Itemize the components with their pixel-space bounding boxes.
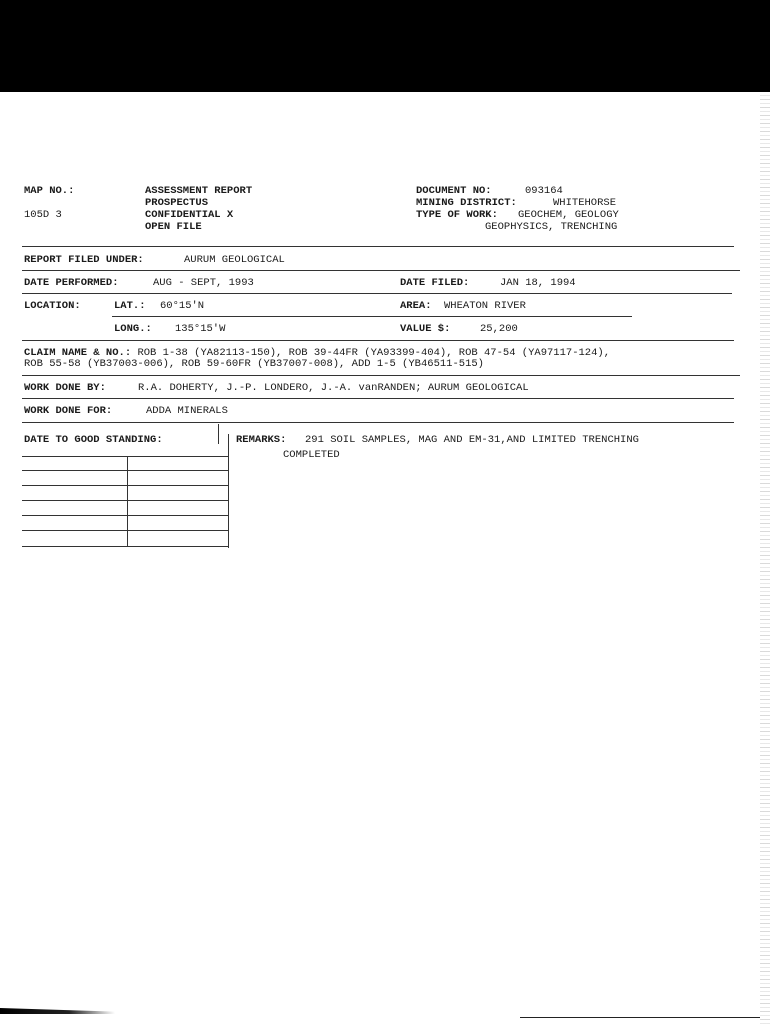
rule	[22, 375, 740, 376]
table-row-line	[22, 456, 228, 457]
work-done-for-value: ADDA MINERALS	[146, 405, 228, 417]
report-type-assessment: ASSESSMENT REPORT	[145, 185, 253, 197]
lat-value: 60°15'N	[160, 300, 205, 312]
long-value: 135°15'W	[175, 323, 226, 335]
document-no-value: 093164	[525, 185, 563, 197]
rule	[22, 422, 734, 423]
table-row-line	[22, 500, 228, 501]
report-type-confidential: CONFIDENTIAL X	[145, 209, 234, 221]
map-no-value: 105D 3	[24, 209, 62, 221]
report-filed-under-value: AURUM GEOLOGICAL	[184, 254, 285, 266]
table-row-line	[22, 515, 228, 516]
table-row-line	[22, 485, 228, 486]
area-value: WHEATON RIVER	[444, 300, 526, 312]
date-performed-value: AUG - SEPT, 1993	[153, 277, 254, 289]
value-dollars-label: VALUE $:	[400, 323, 451, 335]
rule	[22, 340, 734, 341]
claim-value-line-2: ROB 55-58 (YB37003-006), ROB 59-60FR (YB37007-008), ADD 1-5 (YB46511-515)	[24, 358, 484, 370]
remarks-label: REMARKS:	[236, 434, 287, 446]
rule	[22, 398, 734, 399]
table-column-line	[127, 456, 128, 546]
type-of-work-label: TYPE OF WORK:	[416, 209, 498, 221]
report-filed-under-label: REPORT FILED UNDER:	[24, 254, 144, 266]
rule	[22, 270, 740, 271]
table-row-line	[22, 546, 228, 547]
table-row-line	[22, 470, 228, 471]
lat-label: LAT.:	[114, 300, 146, 312]
date-filed-label: DATE FILED:	[400, 277, 470, 289]
long-label: LONG.:	[114, 323, 152, 335]
work-done-for-label: WORK DONE FOR:	[24, 405, 113, 417]
type-of-work-value-2: GEOPHYSICS, TRENCHING	[485, 221, 618, 233]
document-no-label: DOCUMENT NO:	[416, 185, 492, 197]
mining-district-label: MINING DISTRICT:	[416, 197, 517, 209]
work-done-by-label: WORK DONE BY:	[24, 382, 106, 394]
column-divider	[228, 434, 229, 548]
area-label: AREA:	[400, 300, 432, 312]
scan-artifact-bottom-right	[520, 1017, 760, 1018]
claim-value-line-1: ROB 1-38 (YA82113-150), ROB 39-44FR (YA93399-404), ROB 47-54 (YA97117-124),	[137, 347, 611, 359]
column-divider	[218, 424, 219, 444]
scan-top-black-margin	[0, 0, 770, 92]
value-dollars-value: 25,200	[480, 323, 518, 335]
remarks-line-1: 291 SOIL SAMPLES, MAG AND EM-31,AND LIMITED TRENCHING	[305, 434, 639, 446]
date-performed-label: DATE PERFORMED:	[24, 277, 119, 289]
map-no-label: MAP NO.:	[24, 185, 75, 197]
scan-artifact-bottom-left	[0, 1008, 115, 1014]
rule	[22, 293, 732, 294]
claim-label: CLAIM NAME & NO.:	[24, 347, 132, 359]
table-row-line	[22, 530, 228, 531]
work-done-by-value: R.A. DOHERTY, J.-P. LONDERO, J.-A. vanRANDEN; AURUM GEOLOGICAL	[138, 382, 529, 394]
date-filed-value: JAN 18, 1994	[500, 277, 576, 289]
rule	[22, 246, 734, 247]
rule	[112, 316, 632, 317]
date-to-good-standing-label: DATE TO GOOD STANDING:	[24, 434, 163, 446]
report-type-open-file: OPEN FILE	[145, 221, 202, 233]
scan-right-edge-noise	[760, 92, 770, 1024]
remarks-line-2: COMPLETED	[283, 449, 340, 461]
mining-district-value: WHITEHORSE	[553, 197, 617, 209]
type-of-work-value-1: GEOCHEM, GEOLOGY	[518, 209, 619, 221]
report-type-prospectus: PROSPECTUS	[145, 197, 209, 209]
location-label: LOCATION:	[24, 300, 81, 312]
